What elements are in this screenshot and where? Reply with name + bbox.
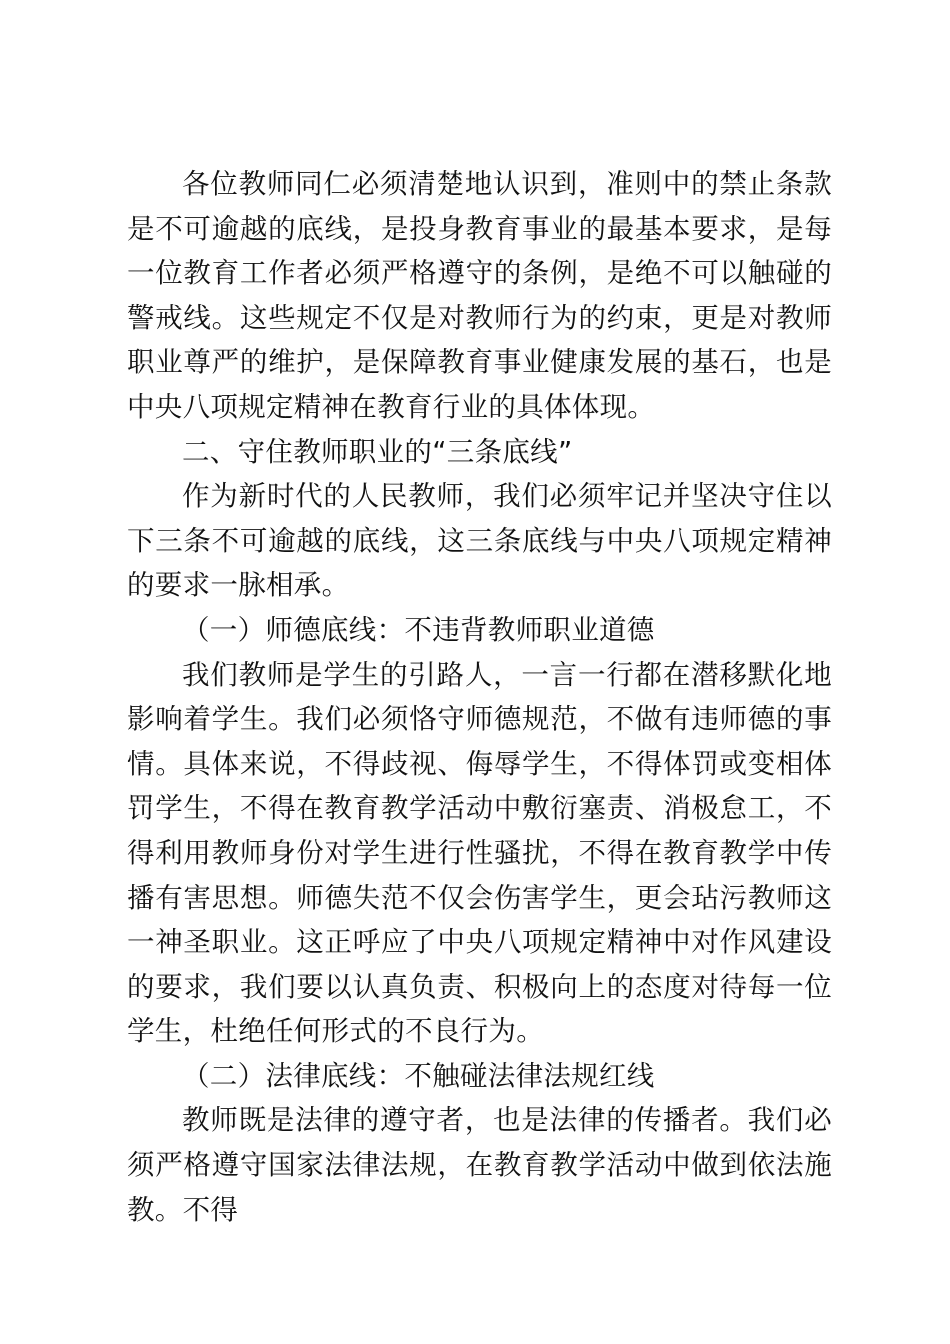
paragraph-ethics-bottom-line: 我们教师是学生的引路人，一言一行都在潜移默化地影响着学生。我们必须恪守师德规范，不做有违师德的事情。具体来说，不得歧视、侮辱学生，不得体罚或变相体罚学生，不得在教育教学活动中敷衍塞责、消极怠工，不得利用教师身份对学生进行性骚扰，不得在教育教学中传播有害思想。师德失范不仅会伤害学生，更会玷污教师这一神圣职业。这正呼应了中央八项规定精神中对作风建设的要求，我们要以认真负责、积极向上的态度对待每一位学生，杜绝任何形式的不良行为。 (127, 658, 832, 1048)
subheading-law-bottom-line: （二）法律底线：不触碰法律法规红线 (182, 1059, 655, 1092)
section-heading-three-bottom-lines: 二、守住教师职业的“三条底线” (182, 435, 573, 468)
subheading-ethics-bottom-line: （一）师德底线：不违背教师职业道德 (182, 613, 655, 646)
paragraph-bottom-line-awareness: 各位教师同仁必须清楚地认识到，准则中的禁止条款是不可逾越的底线，是投身教育事业的最基本要求，是每一位教育工作者必须严格遵守的条例，是绝不可以触碰的警戒线。这些规定不仅是对教师行为的约束，更是对教师职业尊严的维护，是保障教育事业健康发展的基石，也是中央八项规定精神在教育行业的具体体现。 (127, 168, 832, 423)
paragraph-law-bottom-line: 教师既是法律的遵守者，也是法律的传播者。我们必须严格遵守国家法律法规，在教育教学活动中做到依法施教。不得 (127, 1104, 832, 1226)
paragraph-three-bottom-lines-intro: 作为新时代的人民教师，我们必须牢记并坚决守住以下三条不可逾越的底线，这三条底线与中央八项规定精神的要求一脉相承。 (127, 480, 832, 602)
document-body (127, 162, 832, 1232)
